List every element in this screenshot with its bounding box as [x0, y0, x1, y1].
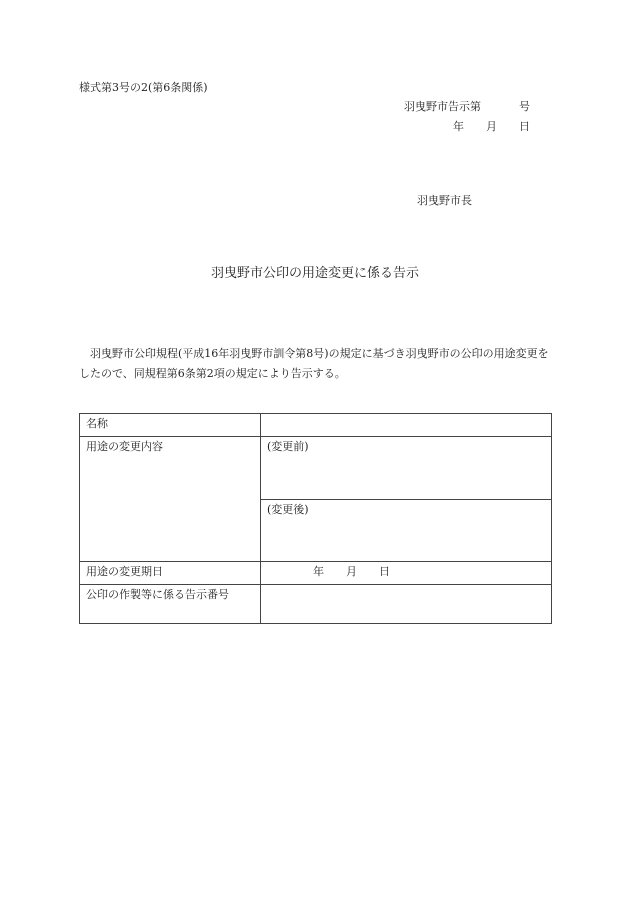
- date-month: 月: [486, 120, 497, 133]
- table-row-name: [80, 414, 552, 437]
- after-label: (変更後): [261, 500, 552, 562]
- notice-number: [404, 100, 530, 114]
- date-label: 用途の変更期日: [80, 562, 261, 585]
- date-year: 年: [453, 120, 464, 133]
- form-label: 様式第3号の2(第6条関係): [79, 81, 208, 94]
- document-title: 羽曳野市公印の用途変更に係る告示: [210, 266, 419, 281]
- notice-date: [453, 120, 530, 134]
- change-month: 月: [346, 565, 357, 578]
- date-day: 日: [519, 120, 530, 133]
- body-paragraph: 羽曳野市公印規程(平成16年羽曳野市訓令第8号)の規定に基づき羽曳野市の公印の用途変更をしたので、同規程第6条第2項の規定により告示する。: [79, 347, 549, 380]
- change-year: 年: [313, 565, 324, 578]
- table-row-number: [80, 585, 552, 624]
- table-row-date: [80, 562, 552, 585]
- table-row-change-before: [80, 437, 552, 500]
- notice-prefix: 羽曳野市告示第: [404, 100, 481, 113]
- change-label: 用途の変更内容: [80, 437, 261, 562]
- before-label: (変更前): [261, 437, 552, 500]
- name-label: 名称: [80, 414, 261, 437]
- number-label: 公印の作製等に係る告示番号: [80, 585, 261, 624]
- issuer-name: 羽曳野市長: [417, 194, 472, 207]
- number-value: [261, 585, 552, 624]
- notice-table: [79, 413, 552, 624]
- change-day: 日: [379, 565, 390, 578]
- name-value: [261, 414, 552, 437]
- notice-suffix: 号: [519, 100, 530, 113]
- date-value: [261, 562, 552, 585]
